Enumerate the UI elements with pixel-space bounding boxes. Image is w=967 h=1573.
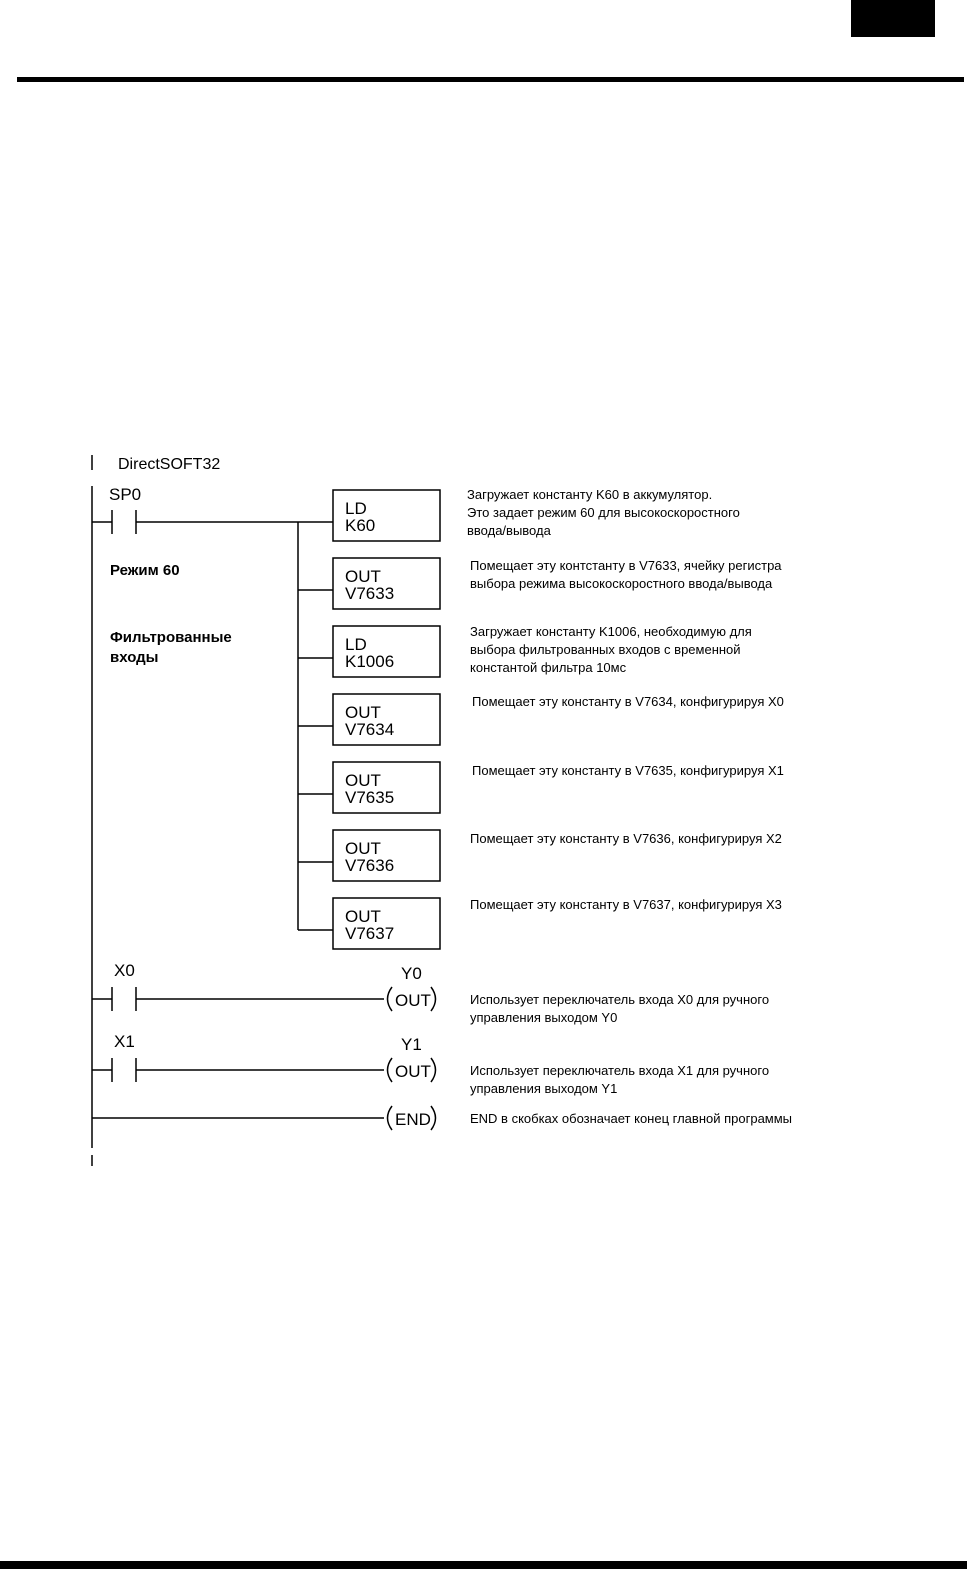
svg-text:управления выходом Y0: управления выходом Y0 bbox=[470, 1010, 618, 1025]
rung-label-filtered-line1: Фильтрованные bbox=[110, 629, 232, 646]
coil-y0-text: OUT bbox=[395, 991, 431, 1010]
branch-bus bbox=[298, 522, 333, 930]
box-arg: V7636 bbox=[345, 856, 395, 875]
instruction-box-out-v7633[interactable] bbox=[333, 558, 440, 609]
rung-label-mode: Режим 60 bbox=[110, 562, 180, 579]
svg-text:Помещает эту контстанту в V76: Помещает эту контстанту в V7633, ячейку регистра bbox=[470, 558, 782, 573]
svg-text:выбора фильтрованных входов с: выбора фильтрованных входов с временной bbox=[470, 642, 741, 657]
svg-text:Загружает константу K60 в акку: Загружает константу K60 в аккумулятор. bbox=[467, 487, 713, 502]
box-arg: V7634 bbox=[345, 720, 395, 739]
comment-8 bbox=[470, 992, 769, 1025]
contact-x1[interactable] bbox=[92, 1058, 384, 1082]
box-arg: K1006 bbox=[345, 652, 395, 671]
instruction-box-out-v7634[interactable] bbox=[333, 694, 440, 745]
comment-4 bbox=[472, 694, 784, 709]
comment-6 bbox=[470, 831, 782, 846]
instruction-box-ld-k60[interactable] bbox=[333, 490, 440, 541]
box-arg: V7637 bbox=[345, 924, 395, 943]
coil-y1-text: OUT bbox=[395, 1062, 431, 1081]
coil-label-y0: Y0 bbox=[401, 964, 422, 983]
svg-text:Использует переключатель входа: Использует переключатель входа X0 для ручного bbox=[470, 992, 770, 1007]
comment-1 bbox=[467, 487, 740, 538]
comment-10 bbox=[470, 1111, 792, 1126]
svg-text:END в скобках обозначает коне: END в скобках обозначает конец главной программы bbox=[470, 1111, 793, 1126]
svg-text:Помещает эту константу в V7634: Помещает эту константу в V7634, конфигурируя X0 bbox=[472, 694, 784, 709]
svg-text:управления выходом Y1: управления выходом Y1 bbox=[470, 1081, 618, 1096]
comment-2 bbox=[470, 558, 782, 591]
contact-x0[interactable] bbox=[92, 987, 384, 1011]
coil-end-text: END bbox=[395, 1110, 431, 1129]
contact-label-x0: X0 bbox=[114, 961, 135, 980]
app-title: DirectSOFT32 bbox=[118, 456, 221, 473]
box-op: OUT bbox=[345, 907, 381, 926]
box-op: OUT bbox=[345, 703, 381, 722]
svg-text:ввода/вывода: ввода/вывода bbox=[467, 523, 551, 538]
svg-text:константой фильтра 10мс: константой фильтра 10мс bbox=[470, 660, 627, 675]
box-op: OUT bbox=[345, 567, 381, 586]
box-op: OUT bbox=[345, 839, 381, 858]
box-arg: V7635 bbox=[345, 788, 395, 807]
box-op: OUT bbox=[345, 771, 381, 790]
svg-text:Это задает режим 60 для высоко: Это задает режим 60 для высокоскоростного bbox=[467, 505, 740, 520]
svg-text:выбора режима высокоскоростног: выбора режима высокоскоростного ввода/вывода bbox=[470, 576, 773, 591]
svg-text:Загружает константу K1006, нео: Загружает константу K1006, необходимую для bbox=[470, 624, 752, 639]
svg-text:Использует переключатель входа: Использует переключатель входа X1 для ручного bbox=[470, 1063, 770, 1078]
box-op: LD bbox=[345, 635, 367, 654]
instruction-box-ld-k1006[interactable] bbox=[333, 626, 440, 677]
instruction-box-out-v7637[interactable] bbox=[333, 898, 440, 949]
box-op: LD bbox=[345, 499, 367, 518]
contact-label-x1: X1 bbox=[114, 1032, 135, 1051]
instruction-box-out-v7636[interactable] bbox=[333, 830, 440, 881]
coil-label-y1: Y1 bbox=[401, 1035, 422, 1054]
comment-9 bbox=[470, 1063, 769, 1096]
comment-5 bbox=[472, 763, 784, 778]
footer-rule bbox=[0, 1561, 967, 1569]
svg-text:Помещает эту константу в V7637: Помещает эту константу в V7637, конфигурируя X3 bbox=[470, 897, 782, 912]
box-arg: K60 bbox=[345, 516, 376, 535]
svg-text:Помещает эту константу в V7635: Помещает эту константу в V7635, конфигурируя X1 bbox=[472, 763, 784, 778]
rung-label-filtered-line2: входы bbox=[110, 649, 159, 666]
instruction-box-out-v7635[interactable] bbox=[333, 762, 440, 813]
comment-3 bbox=[470, 624, 752, 675]
contact-sp0[interactable] bbox=[92, 510, 298, 534]
svg-text:Помещает эту константу в V7636: Помещает эту константу в V7636, конфигурируя X2 bbox=[470, 831, 782, 846]
comment-7 bbox=[470, 897, 782, 912]
contact-label-sp0: SP0 bbox=[109, 485, 142, 504]
box-arg: V7633 bbox=[345, 584, 395, 603]
